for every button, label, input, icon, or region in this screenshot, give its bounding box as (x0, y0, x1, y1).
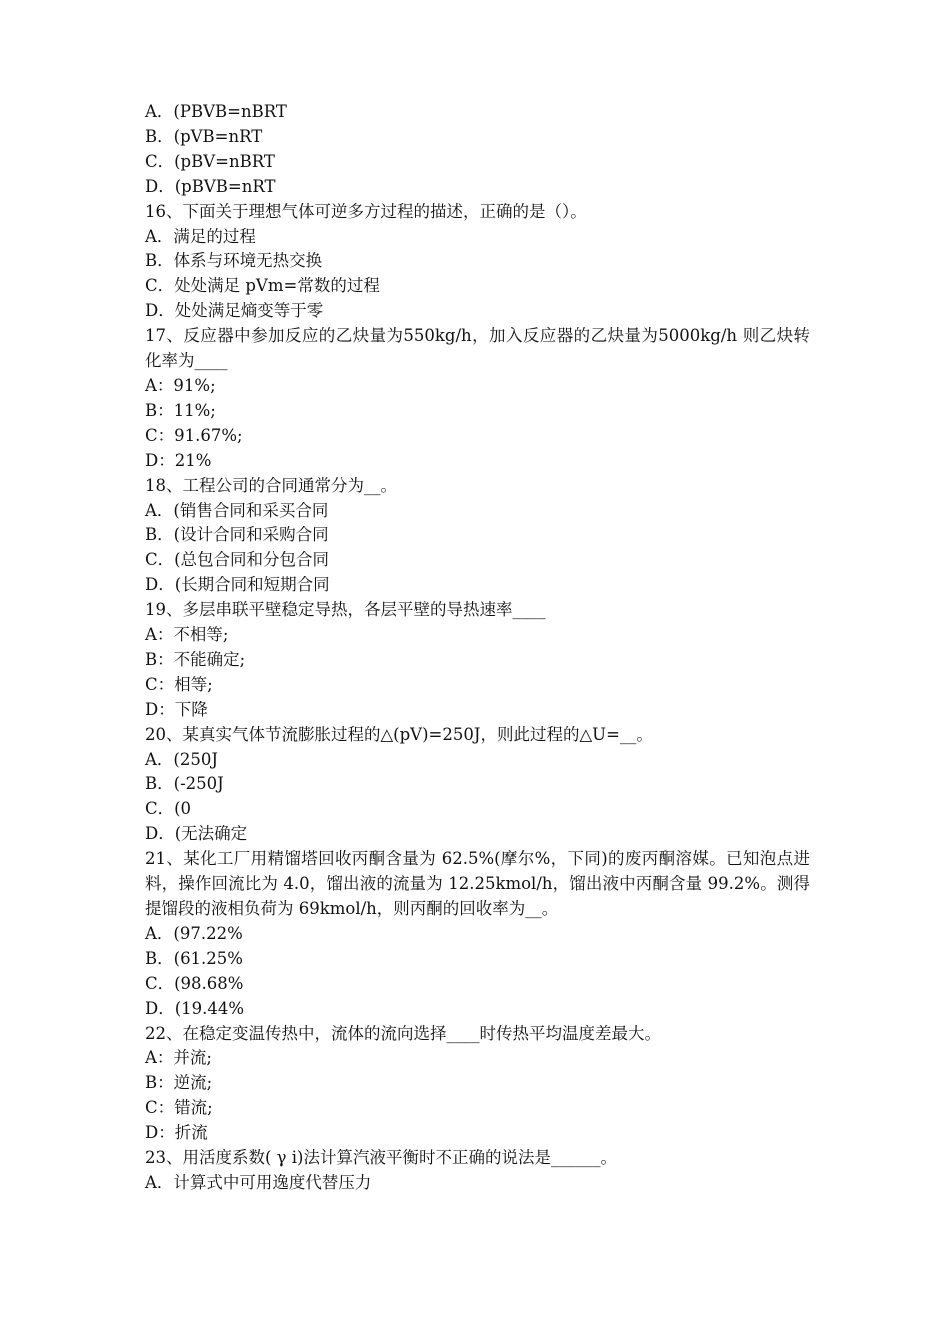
question-21: 21、某化工厂用精馏塔回收丙酮含量为 62.5%(摩尔%，下同)的废丙酮溶媒。已知泡点进料，操作回流比为 4.0，馏出液的流量为 12.25kmol/h，馏出液中丙酮含量 99.2%。测得提馏段的液相负荷为 69kmol/h，则丙酮的回收率为__。 (145, 849, 810, 918)
question-19: 19、多层串联平壁稳定导热，各层平壁的导热速率____ (145, 600, 546, 620)
q22-option-a: A：并流; (145, 1048, 212, 1068)
q21-option-d: D．(19.44% (145, 998, 245, 1018)
option-a: A．(PBVB=nBRT (145, 102, 287, 121)
q19-option-c: C：相等; (145, 674, 213, 694)
q20-option-c: C．(0 (145, 799, 192, 819)
q17-option-b: B：11%; (145, 400, 216, 420)
question-23: 23、用活度系数( γ i)法计算汽液平衡时不正确的说法是______。 (145, 1148, 617, 1168)
q20-option-a: A．(250J (145, 749, 218, 769)
q22-option-d: D：折流 (145, 1123, 208, 1143)
q22-option-b: B：逆流; (145, 1073, 213, 1093)
q22-option-c: C：错流; (145, 1098, 213, 1118)
q20-option-b: B．(-250J (145, 774, 224, 794)
q23-option-a: A．计算式中可用逸度代替压力 (145, 1172, 372, 1192)
q16-option-c: C．处处满足 pVm=常数的过程 (145, 276, 380, 296)
question-17: 17、反应器中参加反应的乙炔量为550kg/h，加入反应器的乙炔量为5000kg/h 则乙炔转化率为____ (145, 326, 810, 371)
q21-option-c: C．(98.68% (145, 973, 244, 993)
q19-option-a: A：不相等; (145, 625, 229, 645)
q18-option-c: C．(总包合同和分包合同 (145, 550, 330, 570)
q18-option-a: A．(销售合同和采买合同 (145, 500, 329, 520)
question-16: 16、下面关于理想气体可逆多方过程的描述，正确的是（）。 (145, 201, 587, 221)
option-c: C．(pBV=nBRT (145, 151, 275, 171)
question-text (145, 100, 810, 1196)
question-22: 22、在稳定变温传热中，流体的流向选择____时传热平均温度差最大。 (145, 1023, 661, 1043)
q17-option-d: D：21% (145, 450, 212, 470)
question-18: 18、工程公司的合同通常分为__。 (145, 475, 397, 495)
q19-option-b: B：不能确定; (145, 649, 246, 669)
question-20: 20、某真实气体节流膨胀过程的△(pV)=250J，则此过程的△U=__。 (145, 724, 653, 744)
option-d: D．(pBVB=nRT (145, 176, 276, 196)
q17-option-c: C：91.67%; (145, 425, 243, 445)
q20-option-d: D．(无法确定 (145, 824, 248, 844)
q16-option-d: D．处处满足熵变等于零 (145, 301, 324, 321)
q18-option-b: B．(设计合同和采购合同 (145, 525, 329, 545)
q16-option-b: B．体系与环境无热交换 (145, 251, 323, 271)
q21-option-b: B．(61.25% (145, 948, 243, 968)
q16-option-a: A．满足的过程 (145, 226, 256, 246)
q19-option-d: D：下降 (145, 699, 208, 719)
q18-option-d: D．(长期合同和短期合同 (145, 575, 330, 595)
q17-option-a: A：91%; (145, 375, 216, 395)
q21-option-a: A．(97.22% (145, 923, 243, 943)
option-b: B．(pVB=nRT (145, 126, 263, 146)
